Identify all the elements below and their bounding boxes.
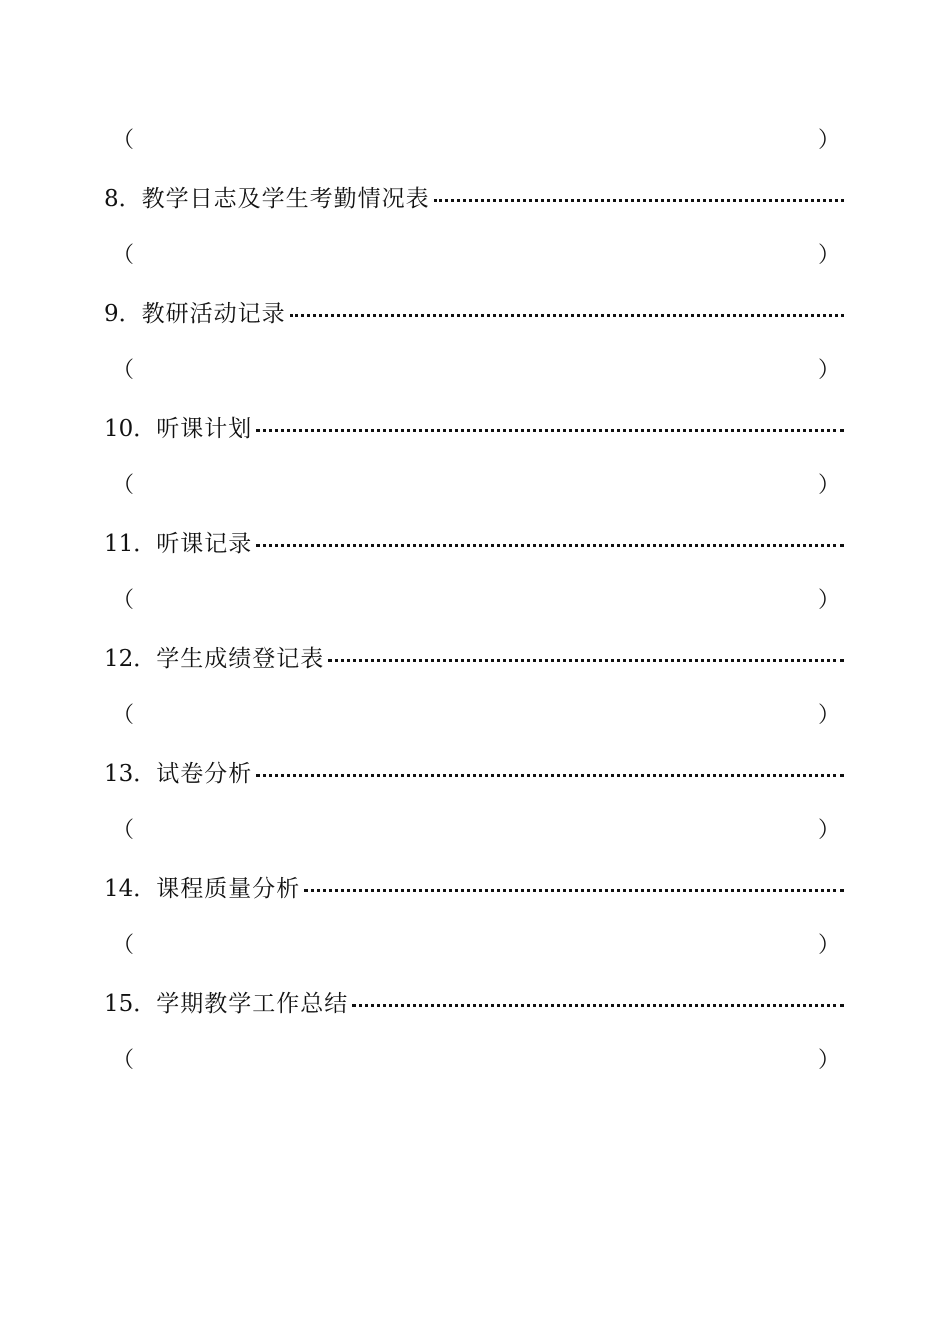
open-paren: （ [112, 588, 135, 613]
close-paren: ） [817, 588, 840, 613]
entry-number: 10． [104, 416, 157, 442]
open-paren: （ [112, 1048, 135, 1073]
close-paren: ） [817, 1048, 840, 1073]
dot-leader [304, 889, 844, 892]
entry-number: 8． [104, 186, 142, 212]
open-paren: （ [112, 703, 135, 728]
dot-leader [352, 1004, 844, 1007]
toc-entry-14 [104, 873, 844, 905]
close-paren: ） [817, 358, 840, 383]
entry-title: 学期教学工作总结 [156, 991, 349, 1017]
dot-leader [328, 659, 844, 662]
open-paren: （ [112, 243, 135, 268]
dot-leader [256, 544, 844, 547]
page-range-blank [112, 126, 840, 156]
entry-title: 学生成绩登记表 [156, 646, 325, 672]
dot-leader [256, 429, 844, 432]
open-paren: （ [112, 128, 135, 153]
entry-number: 11． [104, 531, 157, 557]
dot-leader [290, 314, 844, 317]
entry-number: 15． [104, 991, 157, 1017]
toc-entry-10 [104, 413, 844, 445]
close-paren: ） [817, 473, 840, 498]
page-range-blank [112, 701, 840, 731]
dot-leader [256, 774, 844, 777]
dot-leader [434, 199, 844, 202]
open-paren: （ [112, 473, 135, 498]
entry-number: 14． [104, 876, 157, 902]
entry-number: 12． [104, 646, 157, 672]
toc-entry-9 [104, 298, 844, 330]
close-paren: ） [817, 703, 840, 728]
page-range-blank [112, 471, 840, 501]
entry-title: 试卷分析 [156, 761, 253, 787]
entry-number: 13． [104, 761, 157, 787]
toc-entry-12 [104, 643, 844, 675]
page-range-blank [112, 1046, 840, 1076]
page-range-blank [112, 931, 840, 961]
close-paren: ） [817, 933, 840, 958]
entry-title: 听课记录 [156, 531, 253, 557]
open-paren: （ [112, 933, 135, 958]
close-paren: ） [817, 818, 840, 843]
entry-title: 课程质量分析 [156, 876, 301, 902]
page-range-blank [112, 586, 840, 616]
toc-entry-13 [104, 758, 844, 790]
toc-entry-8 [104, 183, 844, 215]
entry-title: 教学日志及学生考勤情况表 [141, 186, 430, 212]
close-paren: ） [817, 243, 840, 268]
toc-entry-15 [104, 988, 844, 1020]
page-range-blank [112, 241, 840, 271]
entry-title: 听课计划 [156, 416, 253, 442]
close-paren: ） [817, 128, 840, 153]
page-range-blank [112, 356, 840, 386]
entry-number: 9． [104, 301, 142, 327]
open-paren: （ [112, 818, 135, 843]
open-paren: （ [112, 358, 135, 383]
toc-entry-11 [104, 528, 844, 560]
page-range-blank [112, 816, 840, 846]
entry-title: 教研活动记录 [141, 301, 286, 327]
